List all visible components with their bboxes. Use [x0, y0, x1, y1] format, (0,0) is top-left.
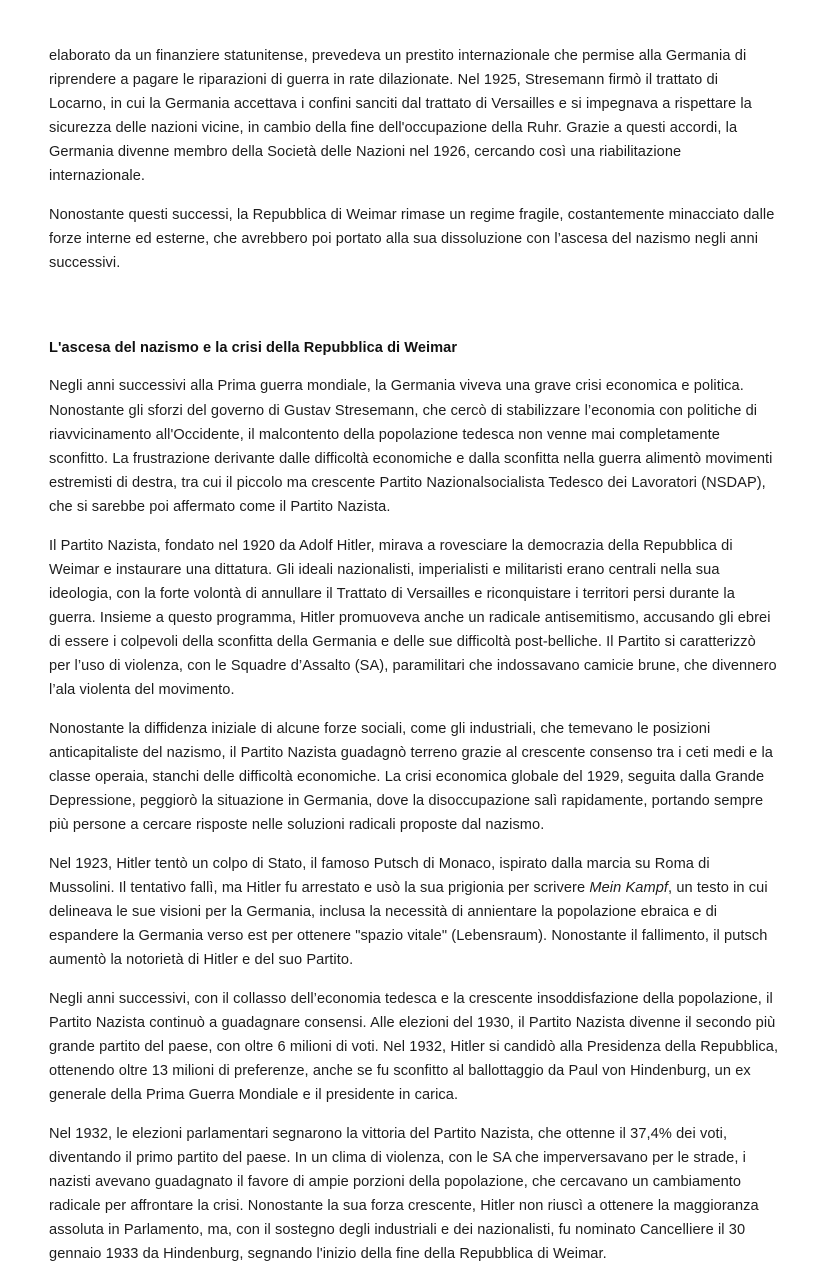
paragraph-partito-nazista-fondazione: Il Partito Nazista, fondato nel 1920 da Adolf Hitler, mirava a rovesciare la democrazia della Repubblica di Weimar e instaurare una dittatura. Gli ideali nazionalisti, imperialisti e militaristi erano centrali nella sua ideologia, con la forte volontà di annullare il Trattato di Versailles e riconquistare i territori persi durante la guerra. Insieme a questo programma, Hitler promuoveva anche un radicale antisemitismo, accusando gli ebrei di essere i colpevoli della sconfitta della Germania e delle sue difficoltà post-belliche. Il Partito si caratterizzò per l’uso di violenza, con le Squadre d’Assalto (SA), paramilitari che indossavano camicie brune, che divennero l’ala violenta del movimento.	[49, 537, 777, 699]
putsch-text-part-1: Nel 1923, Hitler tentò un colpo di Stato, il famoso Putsch di Monaco, ispirato dalla marcia su Roma di Mussolini. Il tentativo fallì, ma Hitler fu arrestato e usò la sua prigionia per scrivere	[49, 855, 710, 896]
paragraph-weimar-fragile: Nonostante questi successi, la Repubblica di Weimar rimase un regime fragile, costantemente minacciato dalle forze interne ed esterne, che avrebbero poi portato alla sua dissoluzione con l’ascesa del nazismo negli anni successivi.	[49, 207, 775, 272]
paragraph-elezioni-parlamentari-1932: Nel 1932, le elezioni parlamentari segnarono la vittoria del Partito Nazista, che ottenne il 37,4% dei voti, diventando il primo partito del paese. In un clima di violenza, con le SA che imperversavano per le strade, i nazisti avevano guadagnato il favore di ampie porzioni della popolazione, che cercavano un cambiamento radicale per affrontare la crisi. Nonostante la sua forza crescente, Hitler non riuscì a ottenere la maggioranza assoluta in Parlamento, ma, con il sostegno degli industriali e dei nazionalisti, fu nominato Cancelliere il 30 gennaio 1933 da Hindenburg, segnando l'inizio della fine della Repubblica di Weimar.	[49, 1125, 759, 1263]
paragraph-crisi-economica: Negli anni successivi alla Prima guerra mondiale, la Germania viveva una grave crisi economica e politica. Nonostante gli sforzi del governo di Gustav Stresemann, che cercò di stabilizzare l’economia con politiche di riavvicinamento all'Occidente, il malcontento della popolazione tedesca non venne mai completamente sconfitto. La frustrazione derivante dalle difficoltà economiche e dalla sconfitta nella guerra alimentò movimenti estremisti di destra, tra cui il piccolo ma crescente Partito Nazionalsocialista Tedesco dei Lavoratori (NSDAP), che si sarebbe poi affermato come il Partito Nazista.	[49, 378, 773, 515]
paragraph-elezioni-1930-1932: Negli anni successivi, con il collasso dell’economia tedesca e la crescente insoddisfazione della popolazione, il Partito Nazista continuò a guadagnare consensi. Alle elezioni del 1930, il Partito Nazista divenne il secondo più grande partito del paese, con oltre 6 milioni di voti. Nel 1932, Hitler si candidò alla Presidenza della Repubblica, ottenendo oltre 13 milioni di preferenze, anche se fu sconfitto al ballottaggio da Paul von Hindenburg, un ex generale della Prima Guerra Mondiale e il presidente in carica.	[49, 990, 779, 1103]
paragraph-dawes-locarno: elaborato da un finanziere statunitense, prevedeva un prestito internazionale che permise alla Germania di riprendere a pagare le riparazioni di guerra in rate dilazionate. Nel 1925, Stresemann firmò il trattato di Locarno, in cui la Germania accettava i confini sanciti dal trattato di Versailles e si impegnava a rispettare la sicurezza delle nazioni vicine, in cambio della fine dell'occupazione della Ruhr. Grazie a questi accordi, la Germania divenne membro della Società delle Nazioni nel 1926, cercando così una riabilitazione internazionale.	[49, 48, 752, 185]
section-spacer	[49, 290, 779, 336]
heading-ascesa-nazismo: L'ascesa del nazismo e la crisi della Repubblica di Weimar	[49, 339, 458, 356]
book-title-mein-kampf: Mein Kampf	[589, 879, 669, 896]
putsch-text-part-2: , un testo in cui delineava le sue visioni per la Germania, inclusa la necessità di annientare la popolazione ebraica e di espandere la Germania verso est per ottenere "spazio vitale" (Lebensraum). Nonostante il fallimento, il putsch aumentò la notorietà di Hitler e del suo Partito.	[49, 879, 768, 968]
paragraph-putsch-monaco	[49, 852, 779, 972]
document-text-body	[49, 44, 779, 1266]
paragraph-consenso-crisi-1929: Nonostante la diffidenza iniziale di alcune forze sociali, come gli industriali, che temevano le posizioni anticapitaliste del nazismo, il Partito Nazista guadagnò terreno grazie al crescente consenso tra i ceti medi e la classe operaia, stanchi delle difficoltà economiche. La crisi economica globale del 1929, seguita dalla Grande Depressione, peggiorò la situazione in Germania, dove la disoccupazione salì rapidamente, portando sempre più persone a cercare risposte nelle soluzioni radicali proposte dal nazismo.	[49, 720, 773, 834]
